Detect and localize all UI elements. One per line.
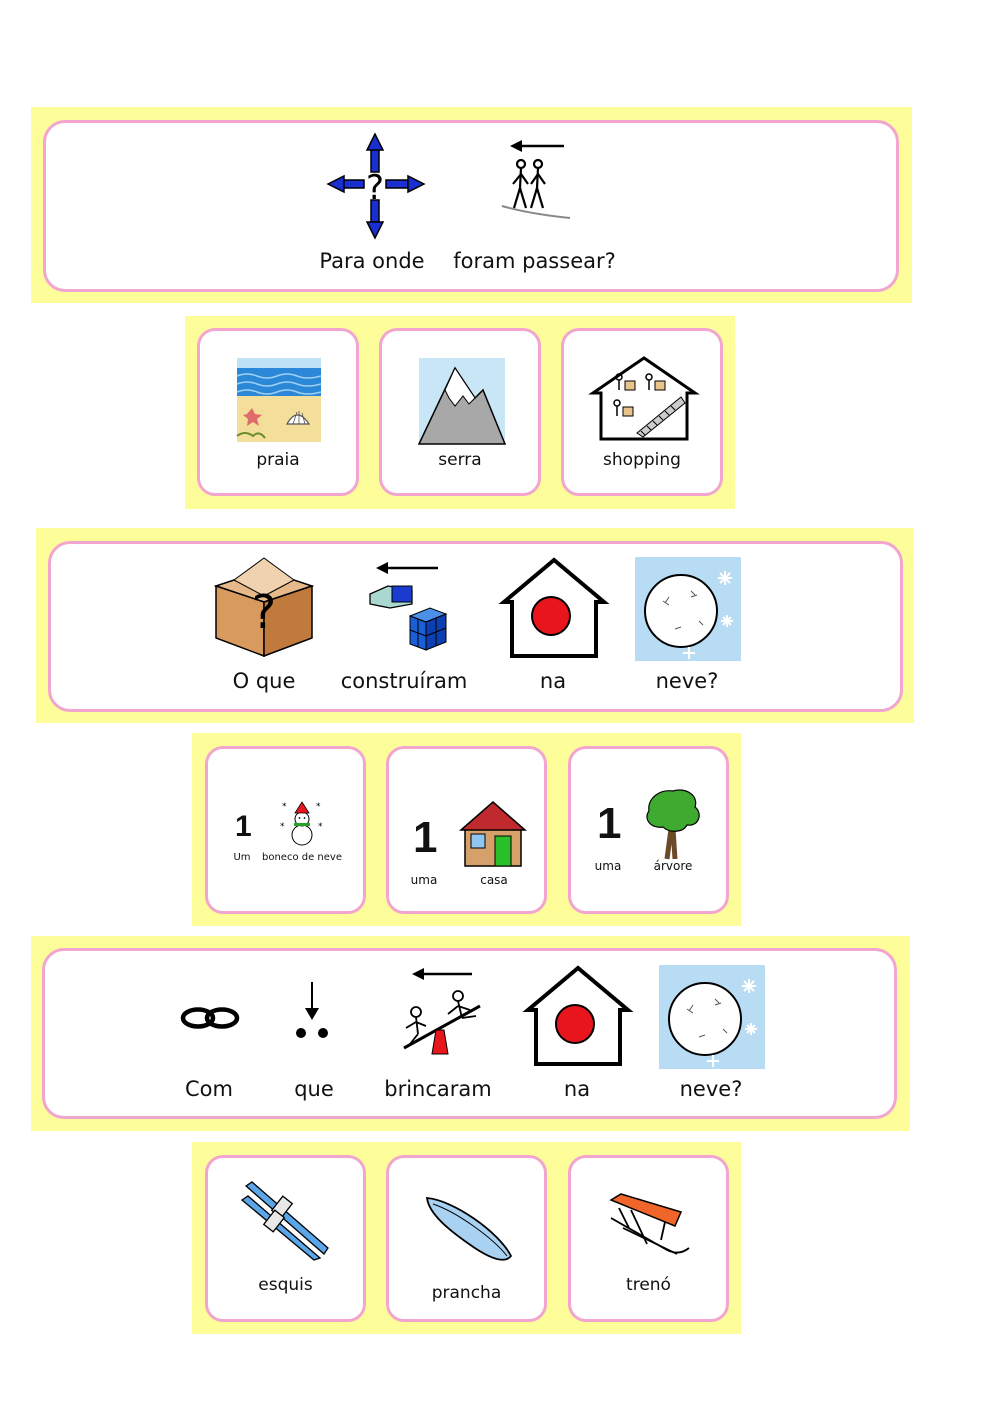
q3-word-5: neve? [679,1077,743,1101]
tree-icon [641,787,705,859]
house-icon [459,798,527,868]
number-one: 1 [413,813,438,862]
card-label: shopping [603,450,681,470]
q1-word-1: Para onde [319,249,425,273]
card-label: serra [438,450,482,470]
sled-icon [607,1192,695,1262]
q2-word-1: O que [232,669,296,693]
that-icon [294,980,330,1042]
number-one: 1 [597,799,622,848]
mountain-icon [419,358,505,444]
answer-card-shopping[interactable] [561,328,723,496]
answer-card-prancha[interactable] [386,1155,547,1322]
q2-word-4: neve? [655,669,719,693]
question-box-icon [212,556,316,658]
q3-word-4: na [563,1077,591,1101]
answer-card-praia[interactable] [197,328,359,496]
card-label: trenó [626,1275,671,1295]
snowball-icon [635,557,741,661]
answer-card-treno[interactable] [568,1155,729,1322]
q3-word-2: que [294,1077,334,1101]
shopping-mall-icon [589,355,699,443]
svg-text:*: * [282,802,287,812]
svg-text:*: * [280,822,285,832]
answer-card-esquis[interactable] [205,1155,366,1322]
built-word-1: Um [233,852,251,863]
in-house-icon [500,556,608,660]
answer-card-serra[interactable] [379,328,541,496]
q3-word-3: brincaram [384,1077,492,1101]
question-box-2 [48,541,903,712]
built-word-2: boneco de neve [262,852,342,863]
with-link-icon [180,1006,240,1030]
q2-word-2: construíram [340,669,468,693]
card-label: prancha [431,1283,502,1303]
card-label: praia [256,450,300,470]
built-word-2: árvore [653,859,693,873]
number-one: 1 [235,810,252,843]
q2-word-3: na [539,669,567,693]
built-word-1: uma [594,859,622,873]
beach-icon [237,358,321,442]
skis-icon [240,1178,332,1260]
card-label: esquis [258,1275,313,1295]
in-house-icon [524,964,632,1068]
answer-card-boneco[interactable] [205,746,366,914]
svg-text:*: * [318,822,323,832]
walk-icon [500,136,576,224]
q3-word-1: Com [185,1077,233,1101]
svg-text:*: * [316,802,321,812]
snowboard-icon [423,1192,515,1264]
q1-word-2: foram passear? [453,249,616,273]
snowball-icon [659,965,765,1069]
built-word-1: uma [410,873,438,887]
built-word-2: casa [480,873,508,887]
snowman-icon [280,799,326,849]
build-icon [366,558,452,654]
svg-text:?: ? [365,168,385,208]
where-question-icon [322,132,428,240]
answer-card-arvore[interactable] [568,746,729,914]
play-seesaw-icon [400,964,486,1058]
svg-text:?: ? [251,585,277,639]
answer-card-casa[interactable] [386,746,547,914]
